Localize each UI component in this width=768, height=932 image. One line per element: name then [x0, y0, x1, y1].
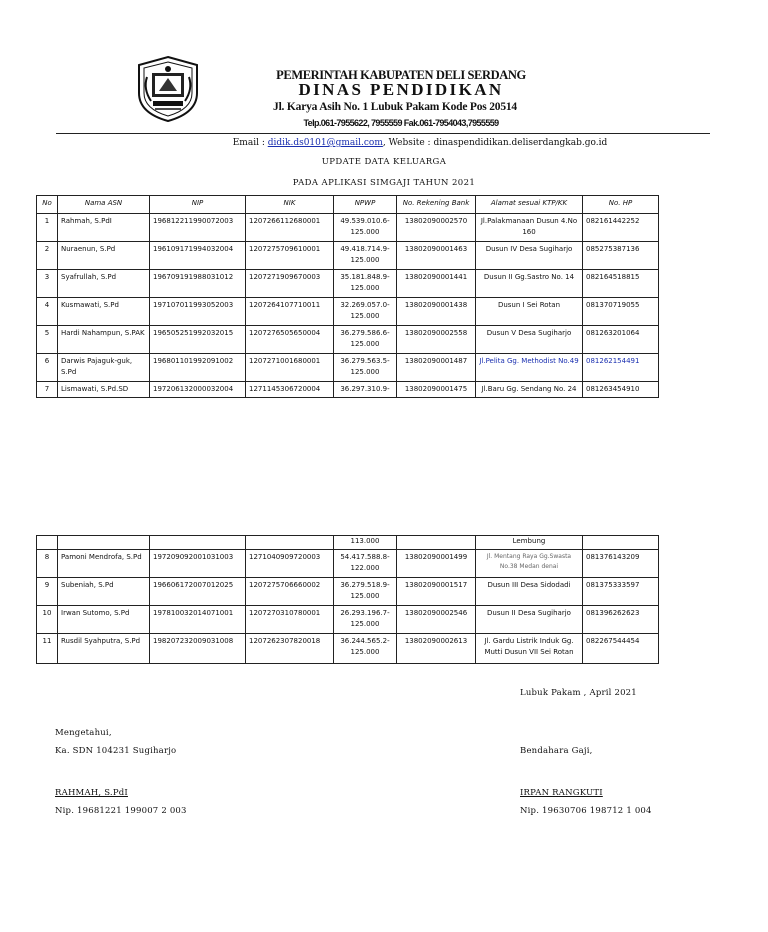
table-row: [37, 354, 659, 382]
cell-nik: 1271040909720003: [246, 550, 334, 578]
place-date: Lubuk Pakam , April 2021: [520, 688, 637, 698]
cell-no: 10: [37, 606, 58, 634]
cell-nama: Rahmah, S.PdI: [58, 214, 150, 242]
table-row: [37, 634, 659, 664]
col-header-nik: NIK: [246, 196, 334, 214]
cell-alamat: Dusun V Desa Sugiharjo: [476, 326, 583, 354]
cell-rekening: 13802090002558: [397, 326, 476, 354]
col-header-npwp: NPWP: [334, 196, 397, 214]
document-subtitle: PADA APLIKASI SIMGAJI TAHUN 2021: [292, 178, 476, 188]
cell-nip: 196109171994032004: [150, 242, 246, 270]
asn-data-table: [36, 195, 659, 398]
cell-nik: 1207276505650004: [246, 326, 334, 354]
cell-alamat: Jl.Pelita Gg. Methodist No.49: [476, 354, 583, 382]
cell-rekening: 13802090001441: [397, 270, 476, 298]
mengetahui-label: Mengetahui,: [55, 728, 112, 738]
cell-nik: 1207271001680001: [246, 354, 334, 382]
cell-nik: 1207275706660002: [246, 578, 334, 606]
cell-hp: 081263201064: [583, 326, 659, 354]
left-signer-role: Ka. SDN 104231 Sugiharjo: [55, 746, 177, 756]
cell-nik: [246, 536, 334, 550]
table-row: [37, 242, 659, 270]
cell-hp: 082164518815: [583, 270, 659, 298]
left-signer-name: RAHMAH, S.PdI: [55, 788, 128, 798]
cell-rekening: 13802090001438: [397, 298, 476, 326]
cell-nik: 1207271909670003: [246, 270, 334, 298]
header-phone-fax: Telp.061-7955622, 7955559 Fak.061-7954043,7955559: [303, 118, 499, 128]
cell-hp: 081262154491: [583, 354, 659, 382]
cell-nik: 1207266112680001: [246, 214, 334, 242]
cell-no: 3: [37, 270, 58, 298]
cell-no: 11: [37, 634, 58, 664]
cell-alamat: Lembung: [476, 536, 583, 550]
cell-hp: 085275387136: [583, 242, 659, 270]
email-link[interactable]: didik.ds0101@gmail.com: [267, 138, 383, 148]
cell-nama: Darwis Pajaguk-guk, S.Pd: [58, 354, 150, 382]
cell-hp: 081376143209: [583, 550, 659, 578]
table-row: [37, 578, 659, 606]
cell-nip: 197810032014071001: [150, 606, 246, 634]
cell-nama: Rusdil Syahputra, S.Pd: [58, 634, 150, 664]
cell-no: 2: [37, 242, 58, 270]
col-header-nama: Nama ASN: [58, 196, 150, 214]
cell-npwp: 26.293.196.7-125.000: [334, 606, 397, 634]
cell-nik: 1207262307820018: [246, 634, 334, 664]
cell-npwp: 36.279.518.9-125.000: [334, 578, 397, 606]
website-label: , Website :: [382, 138, 431, 148]
right-signer-role: Bendahara Gaji,: [520, 746, 593, 756]
cell-nip: 196801101992091002: [150, 354, 246, 382]
cell-alamat: Jl. Gardu Listrik Induk Gg. Mutti Dusun VII Sei Rotan: [476, 634, 583, 664]
cell-rekening: [397, 536, 476, 550]
col-header-rekening: No. Rekening Bank: [397, 196, 476, 214]
cell-hp: 081263454910: [583, 382, 659, 398]
cell-rekening: 13802090001517: [397, 578, 476, 606]
col-header-hp: No. HP: [583, 196, 659, 214]
cell-no: [37, 536, 58, 550]
cell-npwp: 113.000: [334, 536, 397, 550]
cell-no: 9: [37, 578, 58, 606]
website-text: dinaspendidikan.deliserdangkab.go.id: [433, 138, 608, 148]
cell-nip: [150, 536, 246, 550]
asn-data-table-continued: [36, 535, 659, 664]
cell-rekening: 13802090002613: [397, 634, 476, 664]
cell-hp: 081396262623: [583, 606, 659, 634]
cell-npwp: 36.279.563.5-125.000: [334, 354, 397, 382]
cell-nip: 196606172007012025: [150, 578, 246, 606]
cell-npwp: 49.418.714.9-125.000: [334, 242, 397, 270]
cell-no: 6: [37, 354, 58, 382]
col-header-alamat: Alamat sesuai KTP/KK: [476, 196, 583, 214]
cell-nik: 1207264107710011: [246, 298, 334, 326]
cell-alamat: Dusun II Desa Sugiharjo: [476, 606, 583, 634]
table-row: [37, 550, 659, 578]
cell-alamat: Jl.Palakmanaan Dusun 4.No 160: [476, 214, 583, 242]
cell-npwp: 36.244.565.2-125.000: [334, 634, 397, 664]
table-row: [37, 606, 659, 634]
cell-hp: 081375333597: [583, 578, 659, 606]
cell-npwp: 54.417.588.8-122.000: [334, 550, 397, 578]
cell-rekening: 13802090002546: [397, 606, 476, 634]
email-label: Email :: [232, 138, 265, 148]
right-signer-name: IRPAN RANGKUTI: [520, 788, 603, 798]
cell-alamat: Dusun IV Desa Sugiharjo: [476, 242, 583, 270]
cell-nik: 1207270310780001: [246, 606, 334, 634]
cell-rekening: 13802090001499: [397, 550, 476, 578]
cell-nama: Subeniah, S.Pd: [58, 578, 150, 606]
cell-alamat: Dusun II Gg.Sastro No. 14: [476, 270, 583, 298]
col-header-no: No: [37, 196, 58, 214]
table-header-row: [37, 196, 659, 214]
table-row: [37, 326, 659, 354]
cell-nip: 197206132000032004: [150, 382, 246, 398]
header-email-line: [0, 138, 768, 148]
cell-no: 8: [37, 550, 58, 578]
cell-nip: 197209092001031003: [150, 550, 246, 578]
table-row: [37, 214, 659, 242]
cell-nama: Nuraenun, S.Pd: [58, 242, 150, 270]
cell-nama: Lismawati, S.Pd.SD: [58, 382, 150, 398]
cell-nip: 196505251992032015: [150, 326, 246, 354]
cell-no: 5: [37, 326, 58, 354]
right-signer-nip: Nip. 19630706 198712 1 004: [520, 806, 652, 816]
cell-alamat: Dusun III Desa Sidodadi: [476, 578, 583, 606]
left-signer-nip: Nip. 19681221 199007 2 003: [55, 806, 187, 816]
cell-nama: Hardi Nahampun, S.PAK: [58, 326, 150, 354]
header-government-name: PEMERINTAH KABUPATEN DELI SERDANG: [276, 68, 526, 82]
cell-npwp: 35.181.848.9-125.000: [334, 270, 397, 298]
cell-rekening: 13802090001475: [397, 382, 476, 398]
cell-nik: 1207275709610001: [246, 242, 334, 270]
header-address: Jl. Karya Asih No. 1 Lubuk Pakam Kode Pos 20514: [273, 101, 517, 113]
col-header-nip: NIP: [150, 196, 246, 214]
cell-nama: Irwan Sutomo, S.Pd: [58, 606, 150, 634]
cell-rekening: 13802090002570: [397, 214, 476, 242]
cell-alamat: Jl. Mentang Raya Gg.Swasta No.38 Medan denai: [476, 550, 583, 578]
cell-npwp: 49.539.010.6-125.000: [334, 214, 397, 242]
cell-rekening: 13802090001463: [397, 242, 476, 270]
cell-no: 7: [37, 382, 58, 398]
table-row: [37, 298, 659, 326]
cell-nik: 1271145306720004: [246, 382, 334, 398]
cell-hp: [583, 536, 659, 550]
cell-no: 4: [37, 298, 58, 326]
cell-nama: [58, 536, 150, 550]
cell-nama: Kusmawati, S.Pd: [58, 298, 150, 326]
cell-npwp: 36.297.310.9-: [334, 382, 397, 398]
cell-no: 1: [37, 214, 58, 242]
cell-hp: 082161442252: [583, 214, 659, 242]
cell-hp: 082267544454: [583, 634, 659, 664]
table-row: [37, 382, 659, 398]
cell-nama: Syafrullah, S.Pd: [58, 270, 150, 298]
document-title: UPDATE DATA KELUARGA: [321, 157, 447, 167]
cell-hp: 081370719055: [583, 298, 659, 326]
table-row-continuation: [37, 536, 659, 550]
cell-nama: Pamoni Mendrofa, S.Pd: [58, 550, 150, 578]
table-row: [37, 270, 659, 298]
cell-alamat: Dusun I Sei Rotan: [476, 298, 583, 326]
cell-rekening: 13802090001487: [397, 354, 476, 382]
cell-nip: 196709191988031012: [150, 270, 246, 298]
header-rule: [56, 133, 710, 134]
cell-nip: 196812211990072003: [150, 214, 246, 242]
header-office-name: DINAS PENDIDIKAN: [298, 80, 504, 99]
cell-nip: 197107011993052003: [150, 298, 246, 326]
cell-nip: 198207232009031008: [150, 634, 246, 664]
cell-alamat: Jl.Baru Gg. Sendang No. 24: [476, 382, 583, 398]
cell-npwp: 36.279.586.6-125.000: [334, 326, 397, 354]
cell-npwp: 32.269.057.0-125.000: [334, 298, 397, 326]
